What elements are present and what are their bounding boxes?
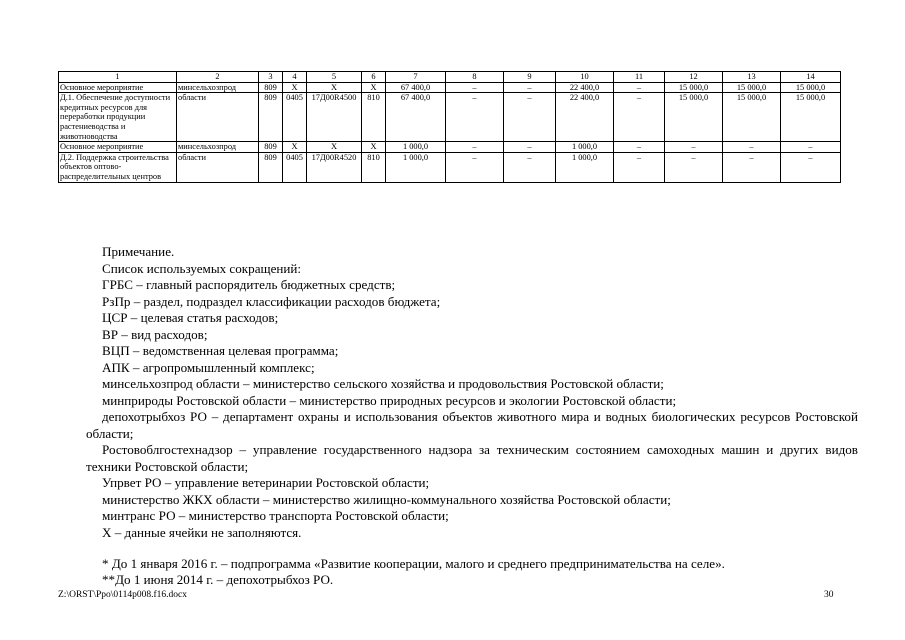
total-cell: 1 000,0	[386, 152, 446, 182]
abbreviation-item: АПК – агропромышленный комплекс;	[102, 359, 315, 375]
footnote: **До 1 июня 2014 г. – депохотрыбхоз РО.	[102, 572, 334, 587]
executor-cell: области	[177, 93, 259, 142]
year-value-cell: –	[504, 93, 556, 142]
year-value-cell: –	[781, 152, 841, 182]
header-cell: 13	[723, 72, 781, 83]
notes-section	[86, 244, 858, 541]
year-value-cell: 15 000,0	[723, 93, 781, 142]
abbreviation-item: ВЦП – ведомственная целевая программа;	[102, 343, 339, 358]
year-value-cell: –	[614, 82, 665, 93]
executor-cell: области	[177, 152, 259, 182]
budget-table	[58, 71, 841, 183]
grbs-cell: 809	[259, 82, 283, 93]
csr-cell: 17Д00R4520	[307, 152, 362, 182]
header-cell: 11	[614, 72, 665, 83]
notes-title: Примечание.	[102, 244, 175, 259]
abbreviation-item: РзПр – раздел, подраздел классификации расходов бюджета;	[102, 293, 441, 309]
rzpr-cell: Х	[283, 142, 307, 153]
grbs-cell: 809	[259, 152, 283, 182]
year-value-cell: 1 000,0	[556, 152, 614, 182]
abbreviation-item: минприроды Ростовской области – министерство природных ресурсов и экологии Ростовской области;	[102, 392, 677, 408]
header-cell: 7	[386, 72, 446, 83]
year-value-cell: 15 000,0	[665, 93, 723, 142]
header-cell: 8	[446, 72, 504, 83]
budget-table-body	[59, 72, 841, 183]
header-cell: 2	[177, 72, 259, 83]
rzpr-cell: 0405	[283, 93, 307, 142]
abbreviation-item: ВР – вид расходов;	[102, 326, 208, 342]
year-value-cell: –	[446, 152, 504, 182]
grbs-cell: 809	[259, 93, 283, 142]
header-cell: 5	[307, 72, 362, 83]
year-value-cell: –	[665, 152, 723, 182]
header-cell: 12	[665, 72, 723, 83]
year-value-cell: 15 000,0	[781, 93, 841, 142]
abbreviation-item: минсельхозпрод области – министерство сельского хозяйства и продовольствия Ростовской области;	[102, 376, 664, 391]
file-path: Z:\ORST\Ppo\0114p008.f16.docx	[58, 590, 187, 600]
vr-cell: Х	[362, 82, 386, 93]
abbreviation-item: Упрвет РО – управление ветеринарии Ростовской области;	[102, 475, 430, 490]
year-value-cell: –	[614, 93, 665, 142]
total-cell: 1 000,0	[386, 142, 446, 153]
header-cell: 14	[781, 72, 841, 83]
grbs-cell: 809	[259, 142, 283, 153]
activity-name-cell: Основное мероприятие	[59, 82, 177, 93]
year-value-cell: 22 400,0	[556, 93, 614, 142]
year-value-cell: –	[446, 93, 504, 142]
header-cell: 4	[283, 72, 307, 83]
year-value-cell: –	[781, 142, 841, 153]
year-value-cell: –	[504, 152, 556, 182]
total-cell: 67 400,0	[386, 93, 446, 142]
table-row	[59, 82, 841, 93]
abbreviation-item: Ростовоблгостехнадзор – управление государственного надзора за техническим состоянием самоходных машин и других видов техники Ростовской области;	[86, 442, 858, 474]
year-value-cell: –	[614, 152, 665, 182]
footnote: * До 1 января 2016 г. – подпрограмма «Развитие кооперации, малого и среднего предпринимательства на селе».	[102, 556, 725, 571]
year-value-cell: –	[723, 152, 781, 182]
year-value-cell: 22 400,0	[556, 82, 614, 93]
vr-cell: Х	[362, 142, 386, 153]
table-row	[59, 142, 841, 153]
header-cell: 6	[362, 72, 386, 83]
executor-cell: минсельхозпрод	[177, 142, 259, 153]
year-value-cell: –	[446, 142, 504, 153]
abbreviation-item: минтранс РО – министерство транспорта Ростовской области;	[102, 508, 449, 523]
abbreviation-item: Х – данные ячейки не заполняются.	[102, 524, 302, 540]
vr-cell: 810	[362, 93, 386, 142]
year-value-cell: –	[504, 142, 556, 153]
abbreviation-item: ЦСР – целевая статья расходов;	[102, 310, 279, 325]
executor-cell: минсельхозпрод	[177, 82, 259, 93]
header-cell: 10	[556, 72, 614, 83]
year-value-cell: –	[723, 142, 781, 153]
table-header-row	[59, 72, 841, 83]
notes-intro: Список используемых сокращений:	[102, 260, 302, 276]
table-row	[59, 152, 841, 182]
abbreviation-item: ГРБС – главный распорядитель бюджетных средств;	[102, 277, 396, 292]
header-cell: 9	[504, 72, 556, 83]
vr-cell: 810	[362, 152, 386, 182]
abbreviation-item: депохотрыбхоз РО – департамент охраны и использования объектов животного мира и водных биологических ресурсов Ростовской области;	[86, 409, 858, 441]
year-value-cell: –	[446, 82, 504, 93]
year-value-cell: 1 000,0	[556, 142, 614, 153]
year-value-cell: 15 000,0	[665, 82, 723, 93]
year-value-cell: –	[614, 142, 665, 153]
year-value-cell: –	[504, 82, 556, 93]
footnotes-section	[86, 556, 858, 588]
table-row	[59, 93, 841, 142]
activity-name-cell: Д.1. Обеспечение доступности кредитных ресурсов для переработки продукции растениеводства и животноводства	[59, 93, 177, 142]
activity-name-cell: Д.2. Поддержка строительства объектов оптово-распределительных центров	[59, 152, 177, 182]
year-value-cell: 15 000,0	[723, 82, 781, 93]
csr-cell: Х	[307, 82, 362, 93]
total-cell: 67 400,0	[386, 82, 446, 93]
year-value-cell: 15 000,0	[781, 82, 841, 93]
csr-cell: Х	[307, 142, 362, 153]
rzpr-cell: Х	[283, 82, 307, 93]
csr-cell: 17Д00R4500	[307, 93, 362, 142]
header-cell: 1	[59, 72, 177, 83]
page-number: 30	[824, 590, 834, 600]
abbreviation-item: министерство ЖКХ области – министерство жилищно-коммунального хозяйства Ростовской области;	[102, 491, 671, 507]
header-cell: 3	[259, 72, 283, 83]
activity-name-cell: Основное мероприятие	[59, 142, 177, 153]
year-value-cell: –	[665, 142, 723, 153]
rzpr-cell: 0405	[283, 152, 307, 182]
